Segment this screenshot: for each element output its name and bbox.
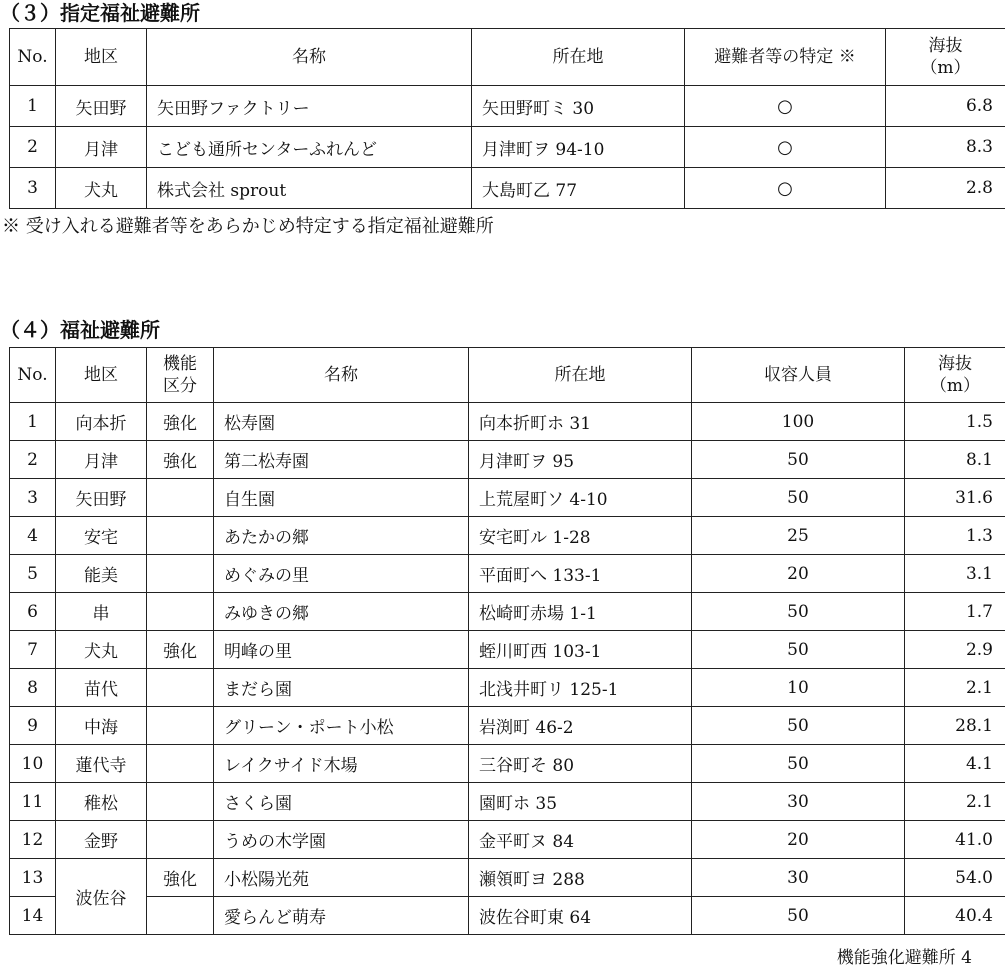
header-address: 所在地 — [469, 348, 692, 403]
cell-no: 8 — [10, 669, 56, 707]
header-name: 名称 — [147, 29, 472, 86]
cell-no: 11 — [10, 783, 56, 821]
cell-district: 苗代 — [56, 669, 147, 707]
cell-name: レイクサイド木場 — [214, 745, 469, 783]
cell-address: 安宅町ル 1-28 — [469, 517, 692, 555]
cell-district: 能美 — [56, 555, 147, 593]
cell-no: 1 — [10, 403, 56, 441]
cell-function-type — [147, 897, 214, 935]
header-capacity: 収容人員 — [692, 348, 905, 403]
cell-no: 6 — [10, 593, 56, 631]
cell-capacity: 50 — [692, 593, 905, 631]
cell-address: 大島町乙 77 — [472, 168, 685, 209]
cell-elevation: 28.1 — [905, 707, 1005, 745]
cell-address: 上荒屋町ソ 4-10 — [469, 479, 692, 517]
cell-function-type — [147, 593, 214, 631]
table-row — [10, 441, 1005, 479]
cell-no: 3 — [10, 168, 56, 209]
table-header — [10, 348, 1005, 403]
cell-name: あたかの郷 — [214, 517, 469, 555]
cell-district: 犬丸 — [56, 631, 147, 669]
cell-address: 北浅井町リ 125-1 — [469, 669, 692, 707]
header-function-type: 機能 区分 — [147, 348, 214, 403]
cell-district: 矢田野 — [56, 86, 147, 127]
cell-function-type: 強化 — [147, 631, 214, 669]
cell-capacity: 30 — [692, 859, 905, 897]
cell-capacity: 50 — [692, 441, 905, 479]
cell-name: 矢田野ファクトリー — [147, 86, 472, 127]
cell-no: 14 — [10, 897, 56, 935]
cell-capacity: 30 — [692, 783, 905, 821]
table-row — [10, 783, 1005, 821]
cell-elevation: 2.1 — [905, 783, 1005, 821]
cell-no: 10 — [10, 745, 56, 783]
cell-district: 蓮代寺 — [56, 745, 147, 783]
cell-district: 矢田野 — [56, 479, 147, 517]
table-row — [10, 479, 1005, 517]
footer-summary: 機能強化避難所 4 — [837, 943, 972, 968]
cell-elevation: 1.5 — [905, 403, 1005, 441]
welfare-shelter-table — [9, 347, 1005, 935]
cell-elevation: 2.9 — [905, 631, 1005, 669]
cell-function-type — [147, 745, 214, 783]
cell-no: 2 — [10, 127, 56, 168]
cell-function-type — [147, 517, 214, 555]
header-elevation: 海抜 （m） — [886, 29, 1005, 86]
cell-function-type — [147, 555, 214, 593]
table-row — [10, 168, 1005, 209]
designated-welfare-shelter-table — [9, 28, 1005, 209]
cell-elevation: 2.1 — [905, 669, 1005, 707]
cell-address: 蛭川町西 103-1 — [469, 631, 692, 669]
cell-address: 園町ホ 35 — [469, 783, 692, 821]
cell-no: 4 — [10, 517, 56, 555]
cell-no: 9 — [10, 707, 56, 745]
cell-district: 串 — [56, 593, 147, 631]
cell-function-type — [147, 707, 214, 745]
header-no: No. — [10, 29, 56, 86]
cell-elevation: 4.1 — [905, 745, 1005, 783]
cell-elevation: 31.6 — [905, 479, 1005, 517]
cell-no: 7 — [10, 631, 56, 669]
cell-address: 金平町ヌ 84 — [469, 821, 692, 859]
cell-name: 明峰の里 — [214, 631, 469, 669]
cell-capacity: 10 — [692, 669, 905, 707]
table-row — [10, 555, 1005, 593]
cell-elevation: 6.8 — [886, 86, 1005, 127]
cell-district: 月津 — [56, 127, 147, 168]
cell-district: 稚松 — [56, 783, 147, 821]
cell-district: 月津 — [56, 441, 147, 479]
cell-capacity: 20 — [692, 555, 905, 593]
cell-district: 犬丸 — [56, 168, 147, 209]
cell-name: さくら園 — [214, 783, 469, 821]
section-4-title: （４）福祉避難所 — [0, 318, 160, 342]
cell-address: 岩渕町 46-2 — [469, 707, 692, 745]
header-specified-evacuees: 避難者等の特定 ※ — [685, 29, 886, 86]
cell-address: 平面町へ 133-1 — [469, 555, 692, 593]
cell-address: 月津町ヲ 95 — [469, 441, 692, 479]
header-district: 地区 — [56, 348, 147, 403]
table-row — [10, 707, 1005, 745]
cell-name: 株式会社 sprout — [147, 168, 472, 209]
cell-name: めぐみの里 — [214, 555, 469, 593]
cell-address: 瀬領町ヨ 288 — [469, 859, 692, 897]
cell-address: 松崎町赤場 1-1 — [469, 593, 692, 631]
header-district: 地区 — [56, 29, 147, 86]
cell-name: グリーン・ポート小松 — [214, 707, 469, 745]
cell-specified-mark: ○ — [685, 127, 886, 168]
cell-name: うめの木学園 — [214, 821, 469, 859]
cell-address: 三谷町そ 80 — [469, 745, 692, 783]
cell-function-type — [147, 669, 214, 707]
cell-capacity: 100 — [692, 403, 905, 441]
cell-name: 愛らんど萌寿 — [214, 897, 469, 935]
cell-district: 安宅 — [56, 517, 147, 555]
table-row — [10, 127, 1005, 168]
table-row — [10, 821, 1005, 859]
cell-capacity: 50 — [692, 745, 905, 783]
table-body — [10, 86, 1005, 209]
cell-name: 小松陽光苑 — [214, 859, 469, 897]
cell-function-type — [147, 479, 214, 517]
cell-district: 中海 — [56, 707, 147, 745]
cell-elevation: 54.0 — [905, 859, 1005, 897]
cell-name: こども通所センターふれんど — [147, 127, 472, 168]
cell-no: 2 — [10, 441, 56, 479]
header-name: 名称 — [214, 348, 469, 403]
cell-capacity: 25 — [692, 517, 905, 555]
table-row — [10, 859, 1005, 897]
table-row — [10, 517, 1005, 555]
section-3-title: （３）指定福祉避難所 — [0, 1, 200, 25]
cell-function-type: 強化 — [147, 403, 214, 441]
cell-address: 向本折町ホ 31 — [469, 403, 692, 441]
cell-capacity: 50 — [692, 897, 905, 935]
table-body — [10, 403, 1005, 935]
cell-specified-mark: ○ — [685, 86, 886, 127]
cell-elevation: 8.3 — [886, 127, 1005, 168]
cell-specified-mark: ○ — [685, 168, 886, 209]
table-row — [10, 631, 1005, 669]
table-row — [10, 403, 1005, 441]
cell-no: 5 — [10, 555, 56, 593]
cell-no: 3 — [10, 479, 56, 517]
cell-address: 波佐谷町東 64 — [469, 897, 692, 935]
cell-function-type — [147, 821, 214, 859]
cell-address: 月津町ヲ 94-10 — [472, 127, 685, 168]
cell-name: 第二松寿園 — [214, 441, 469, 479]
cell-name: 松寿園 — [214, 403, 469, 441]
cell-capacity: 50 — [692, 707, 905, 745]
cell-function-type: 強化 — [147, 859, 214, 897]
cell-elevation: 2.8 — [886, 168, 1005, 209]
table-row — [10, 669, 1005, 707]
table-header — [10, 29, 1005, 86]
table-row — [10, 86, 1005, 127]
cell-elevation: 3.1 — [905, 555, 1005, 593]
cell-address: 矢田野町ミ 30 — [472, 86, 685, 127]
cell-function-type: 強化 — [147, 441, 214, 479]
header-address: 所在地 — [472, 29, 685, 86]
cell-name: 自生園 — [214, 479, 469, 517]
cell-elevation: 8.1 — [905, 441, 1005, 479]
cell-district: 波佐谷 — [56, 859, 147, 935]
header-elevation: 海抜 （m） — [905, 348, 1005, 403]
cell-capacity: 50 — [692, 479, 905, 517]
cell-elevation: 41.0 — [905, 821, 1005, 859]
cell-function-type — [147, 783, 214, 821]
cell-district: 金野 — [56, 821, 147, 859]
table-row — [10, 897, 1005, 935]
cell-district: 向本折 — [56, 403, 147, 441]
table-row — [10, 745, 1005, 783]
cell-no: 12 — [10, 821, 56, 859]
cell-elevation: 1.7 — [905, 593, 1005, 631]
footnote: ※ 受け入れる避難者等をあらかじめ特定する指定福祉避難所 — [2, 212, 494, 238]
cell-no: 13 — [10, 859, 56, 897]
cell-elevation: 40.4 — [905, 897, 1005, 935]
table-row — [10, 593, 1005, 631]
cell-elevation: 1.3 — [905, 517, 1005, 555]
cell-capacity: 50 — [692, 631, 905, 669]
cell-name: まだら園 — [214, 669, 469, 707]
header-no: No. — [10, 348, 56, 403]
cell-no: 1 — [10, 86, 56, 127]
cell-name: みゆきの郷 — [214, 593, 469, 631]
cell-capacity: 20 — [692, 821, 905, 859]
